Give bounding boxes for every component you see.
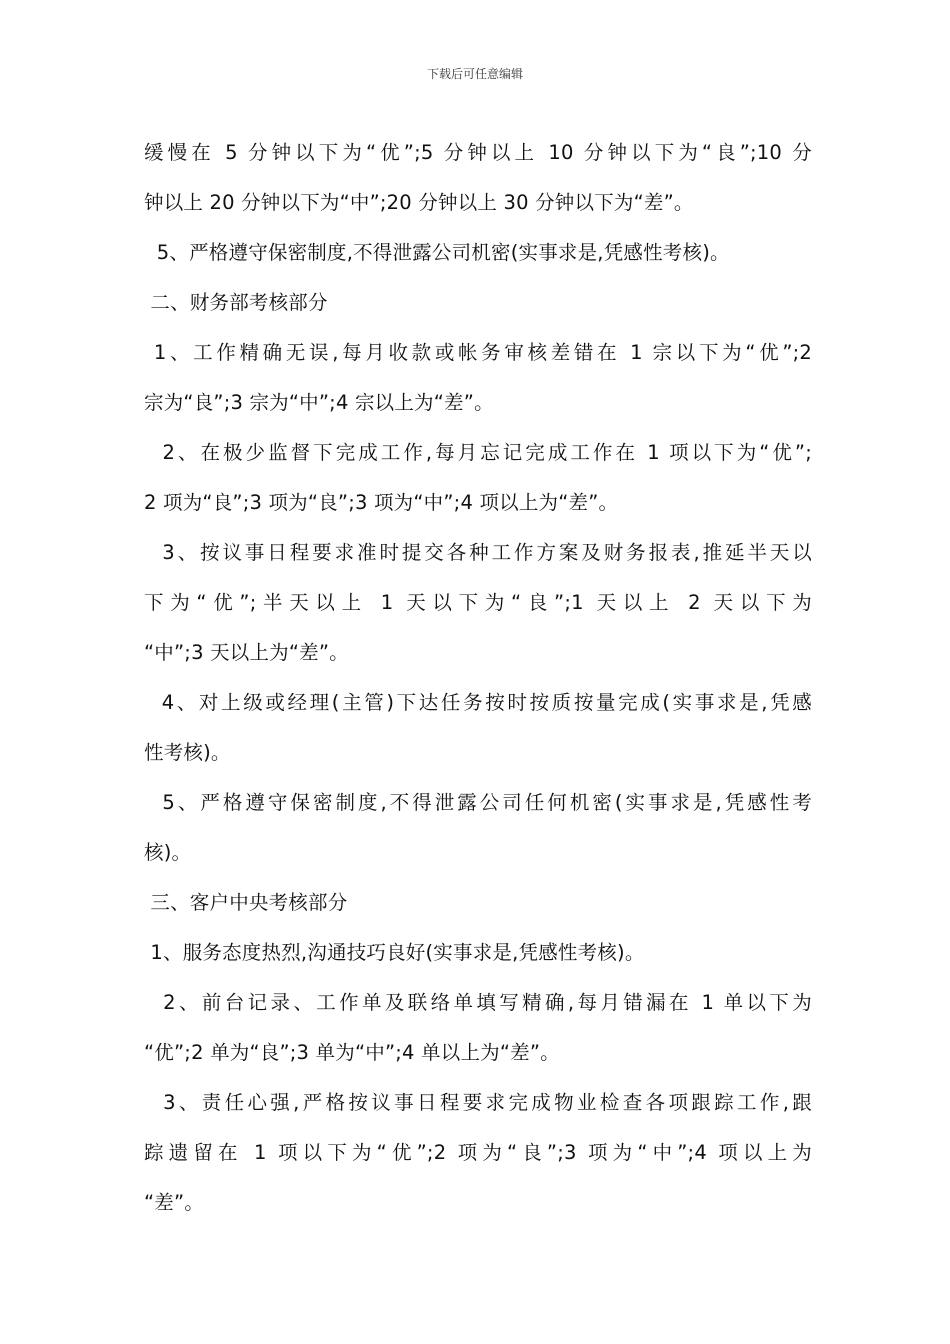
text-line: “优”;2 单为“良”;3 单为“中”;4 单以上为“差”。 — [144, 1041, 560, 1064]
text-line: 2、在极少监督下完成工作,每月忘记完成工作在 1 项以下为“优”; — [144, 441, 812, 464]
text-line: “差”。 — [144, 1191, 205, 1214]
text-line: 缓慢在 5 分钟以下为“优”;5 分钟以上 10 分钟以下为“良”;10 分 — [144, 141, 812, 164]
text-line: 宗为“良”;3 宗为“中”;4 宗以上为“差”。 — [144, 391, 494, 414]
text-line: “中”;3 天以上为“差”。 — [144, 641, 349, 664]
text-line: 踪遗留在 1 项以下为“优”;2 项为“良”;3 项为“中”;4 项以上为 — [144, 1141, 812, 1164]
text-line: 钟以上 20 分钟以下为“中”;20 分钟以上 30 分钟以下为“差”。 — [144, 191, 694, 214]
text-line: 4、对上级或经理(主管)下达任务按时按质按量完成(实事求是,凭感 — [144, 691, 812, 714]
text-line: 下为“优”;半天以上 1 天以下为“良”;1 天以上 2 天以下为 — [144, 591, 812, 614]
text-line: 3、按议事日程要求准时提交各种工作方案及财务报表,推延半天以 — [144, 541, 812, 564]
page-header: 下载后可任意编辑 — [426, 67, 523, 81]
text-line: 2、前台记录、工作单及联络单填写精确,每月错漏在 1 单以下为 — [144, 991, 812, 1014]
text-line: 核)。 — [144, 841, 192, 864]
text-line: 1、服务态度热烈,沟通技巧良好(实事求是,凭感性考核)。 — [144, 941, 645, 964]
text-line: 性考核)。 — [144, 741, 231, 764]
document-body — [144, 128, 812, 1228]
text-line: 5、严格遵守保密制度,不得泄露公司任何机密(实事求是,凭感性考 — [144, 791, 812, 814]
section-heading: 二、财务部考核部分 — [144, 291, 328, 314]
text-line: 2 项为“良”;3 项为“良”;3 项为“中”;4 项以上为“差”。 — [144, 491, 619, 514]
section-heading: 三、客户中央考核部分 — [144, 891, 348, 914]
text-line: 5、严格遵守保密制度,不得泄露公司机密(实事求是,凭感性考核)。 — [144, 241, 730, 264]
text-line: 3、责任心强,严格按议事日程要求完成物业检查各项跟踪工作,跟 — [144, 1091, 812, 1114]
text-line: 1、工作精确无误,每月收款或帐务审核差错在 1 宗以下为“优”;2 — [144, 341, 812, 364]
